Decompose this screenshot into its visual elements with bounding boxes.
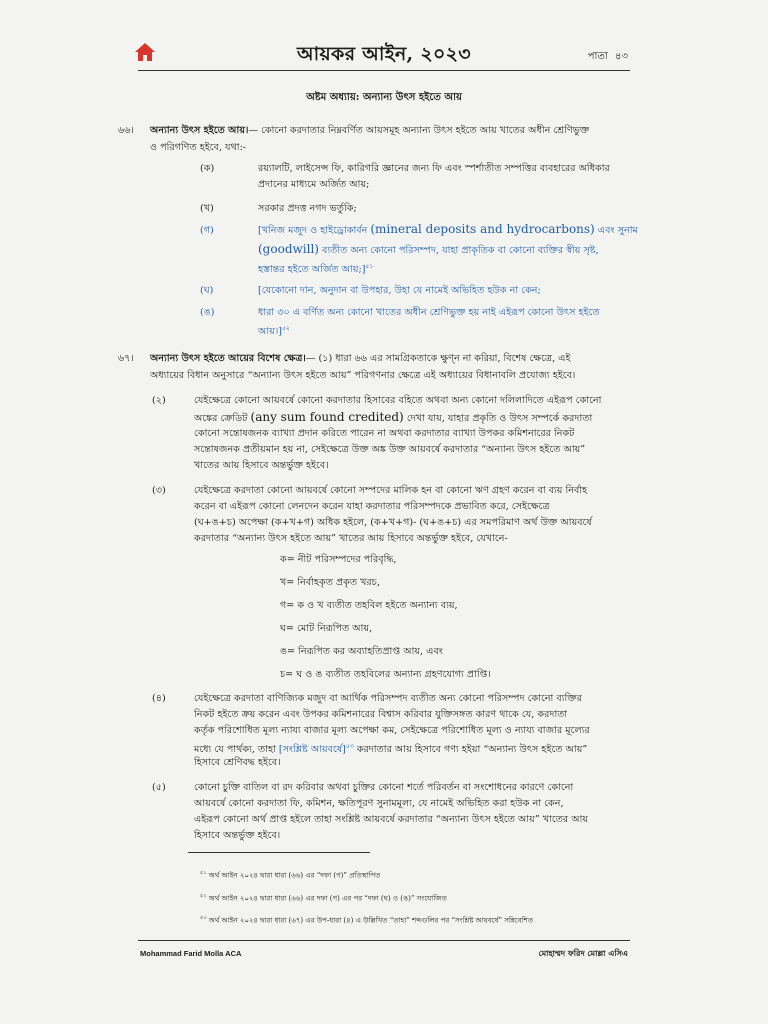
formula-item: ঘ= মোট নিরূপিত আয়, — [280, 623, 373, 634]
subsection-text: যেইক্ষেত্রে করদাতা বাণিজ্যিক মজুদ বা আর্থিক পরিসম্পদ ব্যতীত অন্য কোনো পরিসম্পদ কোনো ব্যক্তির — [194, 693, 582, 704]
subsection-text: সন্তোষজনক প্রতীয়মান হয় না, সেইক্ষেত্রে উক্ত অঙ্ক উক্ত আয়বর্ষে করদাতার “অন্যান্য উৎস হইতে আয়” — [194, 444, 586, 455]
formula-item: খ= নির্বাহকৃত প্রকৃত খরচ, — [280, 577, 380, 588]
clause-text: আয়।]$^{৫২}$ — [258, 325, 290, 338]
subsection-text: মধ্যে যে পার্থক্য, তাহা [সংশ্লিষ্ট আয়বর্ষে]$^{৫৩}$ করদাতার আয় হিসাবে গণ্য হইয়া “অন্যান্য উৎস হইতে আয়” — [194, 743, 588, 756]
footnote-divider — [188, 852, 370, 853]
section-66-intro-line2: ও পরিগণিত হইবে, যথা:- — [150, 142, 247, 153]
subsection-text: কোনো সন্তোষজনক ব্যাখ্যা প্রদান করিতে পারেন না অথবা করদাতার ব্যাখ্যা উপকর কমিশনারের নিকট — [194, 428, 575, 439]
subsection-text: কোনো চুক্তি বাতিল বা রদ করিবার অথবা চুক্তির কোনো শর্তে পরিবর্তন বা সংশোধনের কারণে কোনো — [194, 782, 574, 793]
clause-label: (ঙ) — [200, 307, 215, 318]
footer-author-bn: মোহাম্মদ ফরিদ মোল্লা এসিএ — [538, 948, 628, 958]
subsection-text: হিসাবে অন্তর্ভুক্ত হইবে। — [194, 830, 281, 841]
subsection-text: করেন বা এইরূপ কোনো লেনদেন করেন যাহা করদাতার পরিসম্পদকে প্রভাবিত করে, সেইক্ষেত্রে — [194, 501, 550, 512]
clause-text: ধারা ৩০ এ বর্ণিত অন্য কোনো খাতের অধীন শ্রেণিভুক্ত হয় নাই এইরূপ কোনো উৎস হইতে — [258, 307, 600, 318]
clause-text: সরকার প্রদত্ত নগদ ভর্তুকি; — [258, 203, 357, 214]
subsection-text: নিকট হইতে ক্রয় করেন এবং উপকর কমিশনারের বিশ্বাস করিবার যুক্তিসঙ্গত কারণ থাকে যে, করদাতা — [194, 709, 568, 720]
section-number: ৬৭। — [118, 353, 134, 364]
header-divider — [138, 70, 630, 71]
clause-label: (খ) — [200, 203, 214, 214]
clause-text: রয়্যালটি, লাইসেন্স ফি, কারিগরি জ্ঞানের জন্য ফি এবং স্পর্শাতীত সম্পত্তির ব্যবহারের অধিকার — [258, 163, 610, 174]
footer-divider — [138, 940, 630, 941]
subsection-label: (২) — [152, 395, 166, 406]
subsection-text: এইরূপ কোনো অর্থ প্রাপ্ত হইলে তাহা সংশ্লিষ্ট আয়বর্ষে করদাতার “অন্যান্য উৎস হইতে আয়” খাতের আয় — [194, 814, 589, 825]
clause-text: হস্তান্তর হইতে অর্জিত আয়;]$^{৫১}$ — [258, 263, 374, 276]
section-66-intro: অন্যান্য উৎস হইতে আয়।— কোনো করদাতার নিম্নবর্ণিত আয়সমূহ অন্যান্য উৎস হইতে আয় খাতের অধীন শ্রেণিভুক্ত — [150, 125, 590, 136]
page-title: আয়কর আইন, ২০২৩ — [297, 43, 471, 65]
formula-item: ক= নীট পরিসম্পদের পরিবৃদ্ধি, — [280, 554, 397, 565]
subsection-text: যেইক্ষেত্রে কোনো আয়বর্ষে কোনো করদাতার হিসাবের বহিতে অথবা অন্য কোনো দলিলাদিতে এইরূপ কোনো — [194, 395, 602, 406]
subsection-label: (৫) — [152, 782, 166, 793]
footnote: $^{৫৩}$ অর্থ আইন ২০২৪ দ্বারা ধারা (৬৭) এর উপ-ধারা (৪) এ উল্লিখিত “তাহা” শব্দগুলির পর “সংশ্লিষ্ট আয়বর্ষে” সন্নিবেশিত — [200, 915, 534, 925]
subsection-label: (৪) — [152, 693, 166, 704]
subsection-text: (ঘ+ঙ+চ) অপেক্ষা (ক+খ+গ) অধিক হইলে, (ক+খ+গ)- (ঘ+ঙ+চ) এর সমপরিমাণ অর্থ উক্ত আয়বর্ষে — [194, 517, 592, 528]
subsection-text: খাতের আয় হিসাবে অন্তর্ভুক্ত হইবে। — [194, 460, 329, 471]
subsection-text: আয়বর্ষে কোনো করদাতা ফি, কমিশন, ক্ষতিপূরণ সুনামমূল্য, যে নামেই অভিহিত করা হউক না কেন, — [194, 798, 564, 809]
clause-label: (ঘ) — [200, 285, 214, 296]
section-67-intro: অন্যান্য উৎস হইতে আয়ের বিশেষ ক্ষেত্র।— (১) ধারা ৬৬ এর সামগ্রিকতাকে ক্ষুণ্ন না করিয়া, বিশেষ ক্ষেত্রে, এই — [150, 353, 571, 364]
formula-item: ঙ= নিরূপিত কর অব্যাহতিপ্রাপ্ত আয়, এবং — [280, 646, 443, 657]
footnote: $^{৫১}$ অর্থ আইন ২০২৪ দ্বারা ধারা (৬৬) এর “দফা (গ)” প্রতিস্থাপিত — [200, 870, 381, 880]
section-67-intro-line2: অধ্যায়ের বিধান অনুসারে “অন্যান্য উৎস হইতে আয়” পরিগণনার ক্ষেত্রে এই অধ্যায়ের বিধানাবলি প্রযোজ্য হইবে। — [150, 370, 576, 381]
footer-author-en: Mohammad Farid Molla ACA — [140, 949, 242, 958]
page-number: পাতা ৪৩ — [587, 51, 628, 62]
formula-item: চ= ঘ ও ঙ ব্যতীত তহবিলের অন্যান্য গ্রহণযোগ্য প্রাপ্তি। — [280, 669, 491, 680]
clause-label: (গ) — [200, 225, 214, 236]
subsection-label: (৩) — [152, 485, 166, 496]
clause-label: (ক) — [200, 163, 215, 174]
clause-text: প্রদানের মাধ্যমে অর্জিত আয়; — [258, 179, 370, 190]
formula-item: গ= ক ও খ ব্যতীত তহবিল হইতে অন্যান্য ব্যয়, — [280, 600, 458, 611]
subsection-text: যেইক্ষেত্রে করদাতা কোনো আয়বর্ষে কোনো সম্পদের মালিক হন বা কোনো ঋণ গ্রহণ করেন বা ব্যয় নির্বাহ — [194, 485, 588, 496]
footnote: $^{৫২}$ অর্থ আইন ২০২৪ দ্বারা ধারা (৬৬) এর দফা (গ) এর পর “দফা (ঘ) ও (ঙ)” সংযোজিত — [200, 893, 447, 903]
subsection-text: অঙ্কের ক্রেডিট (any sum found credited) দেখা যায়, যাহার প্রকৃতি ও উৎস সম্পর্কে করদাতা — [194, 410, 593, 424]
subsection-text: হিসাবে শ্রেণিবদ্ধ হইবে। — [194, 757, 281, 768]
chapter-title: অষ্টম অধ্যায়: অন্যান্য উৎস হইতে আয় — [306, 92, 462, 103]
section-number: ৬৬। — [118, 125, 134, 136]
subsection-text: করদাতার “অন্যান্য উৎস হইতে আয়” খাতের আয় হিসাবে অন্তর্ভুক্ত হইবে, যেখানে- — [194, 533, 508, 544]
clause-text: [খনিজ মজুদ ও হাইড্রোকার্বন (mineral deposits and hydrocarbons) এবং সুনাম — [258, 222, 638, 236]
clause-text: [যেকোনো দান, অনুদান বা উপহার, উহা যে নামেই অভিহিত হউক না কেন; — [258, 285, 541, 296]
subsection-text: কর্তৃক পরিশোধিত মূল্য ন্যায্য বাজার মূল্য অপেক্ষা কম, সেইক্ষেত্রে পরিশোধিত মূল্য ও ন্যায্য বাজার মূল্যের — [194, 725, 590, 736]
clause-text: (goodwill) ব্যতীত অন্য কোনো পরিসম্পদ, যাহা প্রাকৃতিক বা কোনো ব্যক্তির স্বীয় সৃষ্ট, — [258, 242, 599, 256]
